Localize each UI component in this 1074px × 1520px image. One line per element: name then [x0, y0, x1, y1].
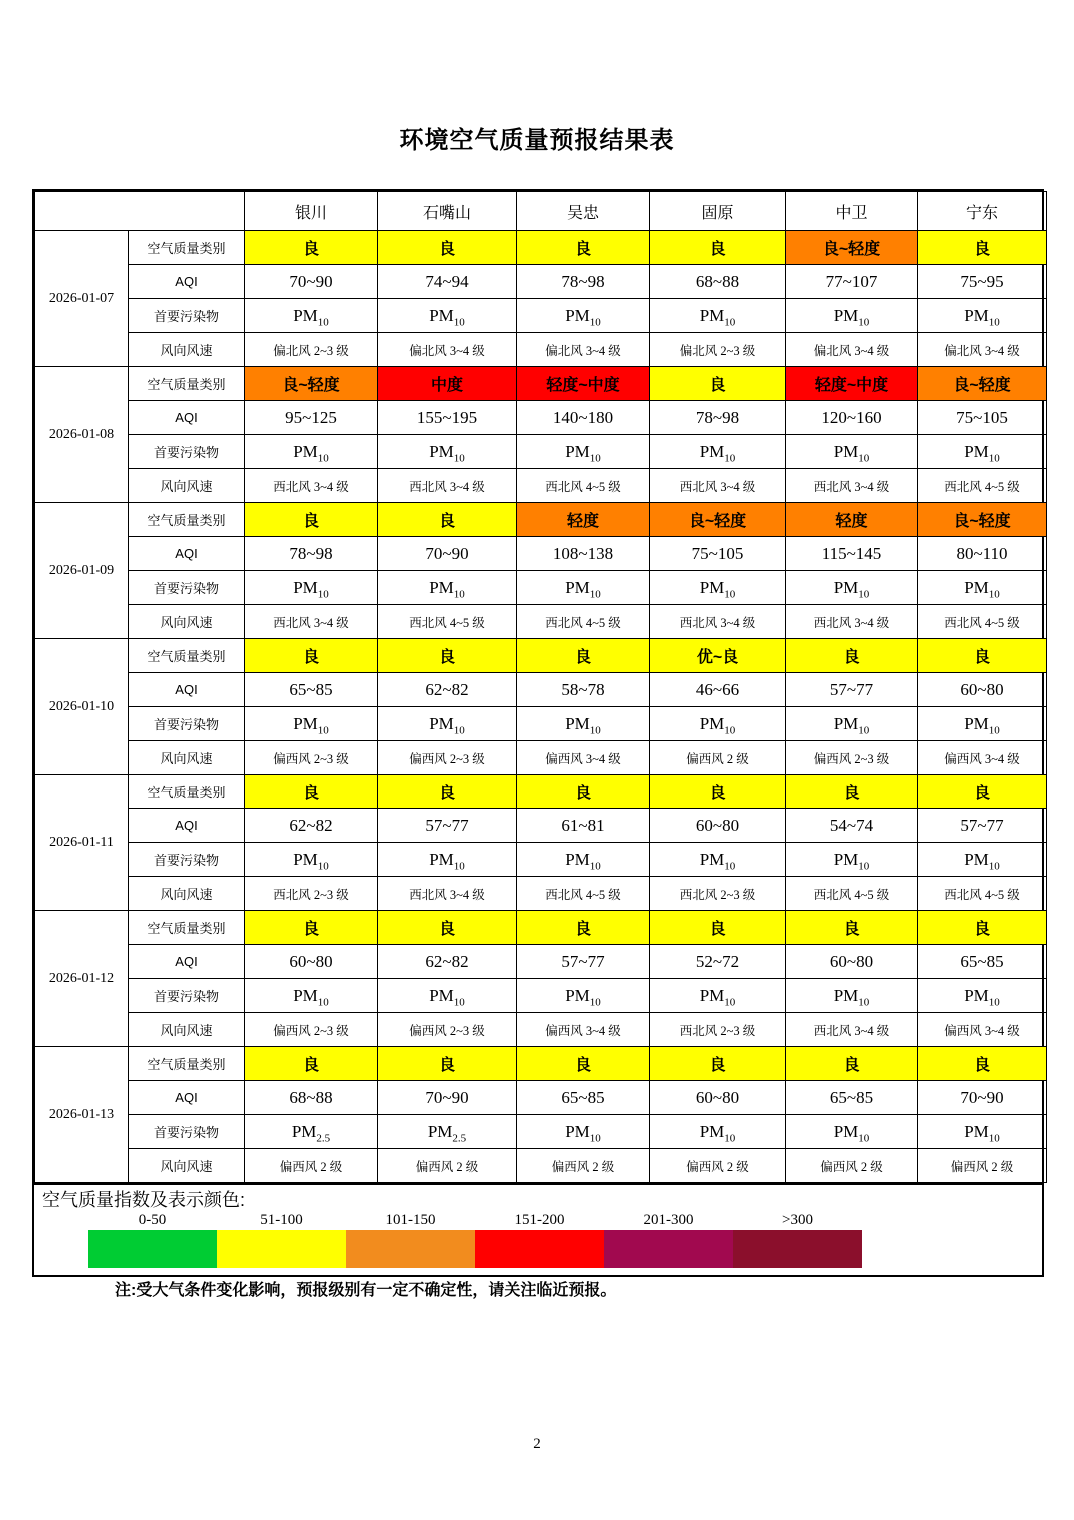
primary-pollutant-cell: $PM_{10}$: [918, 979, 1047, 1013]
table-row: [35, 809, 1047, 843]
aqi-range-cell: 52~72: [650, 945, 786, 979]
wind-cell: 偏北风 3~4 级: [517, 333, 650, 367]
aqi-range-cell: 60~80: [650, 1081, 786, 1115]
air-quality-category-cell: 良: [918, 639, 1047, 673]
air-quality-category-cell: 良: [245, 775, 378, 809]
row-label: 空气质量类别: [129, 775, 245, 809]
wind-cell: 偏西风 2~3 级: [786, 741, 918, 775]
table-row: [35, 945, 1047, 979]
wind-cell: 西北风 3~4 级: [245, 469, 378, 503]
primary-pollutant-cell: $PM_{10}$: [918, 707, 1047, 741]
legend-range-51-100: [217, 1211, 346, 1268]
air-quality-category-cell: 良~轻度: [245, 367, 378, 401]
primary-pollutant-cell: $PM_{10}$: [517, 435, 650, 469]
row-label: AQI: [129, 673, 245, 707]
aqi-range-cell: 155~195: [378, 401, 517, 435]
legend-color-swatch-green: [88, 1230, 217, 1268]
legend-range-label: 151-200: [514, 1212, 565, 1228]
legend-range-label: 0-50: [138, 1212, 167, 1228]
aqi-range-cell: 60~80: [918, 673, 1047, 707]
air-quality-category-cell: 良~轻度: [650, 503, 786, 537]
city-header-yinchuan: 银川: [245, 192, 378, 231]
primary-pollutant-cell: $PM_{2.5}$: [245, 1115, 378, 1149]
row-label: 空气质量类别: [129, 503, 245, 537]
row-label: 首要污染物: [129, 1115, 245, 1149]
air-quality-category-cell: 良: [650, 1047, 786, 1081]
row-label: 首要污染物: [129, 435, 245, 469]
wind-cell: 西北风 4~5 级: [517, 469, 650, 503]
primary-pollutant-cell: $PM_{10}$: [245, 299, 378, 333]
wind-cell: 西北风 2~3 级: [650, 877, 786, 911]
aqi-range-cell: 80~110: [918, 537, 1047, 571]
aqi-range-cell: 75~105: [918, 401, 1047, 435]
aqi-range-cell: 46~66: [650, 673, 786, 707]
air-quality-category-cell: 良: [245, 639, 378, 673]
legend-range-label: >300: [782, 1212, 813, 1228]
primary-pollutant-cell: $PM_{10}$: [378, 435, 517, 469]
table-row: [35, 435, 1047, 469]
primary-pollutant-cell: $PM_{10}$: [918, 435, 1047, 469]
primary-pollutant-cell: $PM_{10}$: [650, 571, 786, 605]
table-row: [35, 1149, 1047, 1183]
air-quality-category-cell: 良: [378, 503, 517, 537]
wind-cell: 偏西风 3~4 级: [517, 741, 650, 775]
air-quality-category-cell: 良: [245, 503, 378, 537]
row-label: 风向风速: [129, 1149, 245, 1183]
aqi-range-cell: 75~95: [918, 265, 1047, 299]
primary-pollutant-cell: $PM_{10}$: [650, 1115, 786, 1149]
aqi-range-cell: 57~77: [517, 945, 650, 979]
row-label: 风向风速: [129, 1013, 245, 1047]
primary-pollutant-cell: $PM_{10}$: [650, 979, 786, 1013]
aqi-range-cell: 60~80: [245, 945, 378, 979]
air-quality-category-cell: 良: [786, 775, 918, 809]
aqi-color-scale: [88, 1211, 862, 1268]
primary-pollutant-cell: $PM_{2.5}$: [378, 1115, 517, 1149]
wind-cell: 西北风 3~4 级: [650, 469, 786, 503]
table-row: [35, 775, 1047, 809]
air-quality-category-cell: 良~轻度: [786, 231, 918, 265]
primary-pollutant-cell: $PM_{10}$: [786, 435, 918, 469]
air-quality-category-cell: 良: [378, 775, 517, 809]
legend-range-300plus: [733, 1211, 862, 1268]
table-row: [35, 707, 1047, 741]
air-quality-category-cell: 良: [378, 231, 517, 265]
wind-cell: 偏西风 3~4 级: [918, 1013, 1047, 1047]
primary-pollutant-cell: $PM_{10}$: [245, 435, 378, 469]
table-row: [35, 911, 1047, 945]
aqi-range-cell: 60~80: [786, 945, 918, 979]
table-row: [35, 333, 1047, 367]
primary-pollutant-cell: $PM_{10}$: [378, 299, 517, 333]
wind-cell: 偏西风 2 级: [245, 1149, 378, 1183]
legend-color-swatch-yellow: [217, 1230, 346, 1268]
legend-range-label: 201-300: [643, 1212, 694, 1228]
wind-cell: 偏西风 2~3 级: [245, 741, 378, 775]
primary-pollutant-cell: $PM_{10}$: [786, 707, 918, 741]
row-label: AQI: [129, 1081, 245, 1115]
row-label: 风向风速: [129, 877, 245, 911]
air-quality-category-cell: 良: [650, 367, 786, 401]
aqi-range-cell: 58~78: [517, 673, 650, 707]
aqi-range-cell: 74~94: [378, 265, 517, 299]
row-label: 首要污染物: [129, 707, 245, 741]
date-cell: 2026-01-10: [35, 639, 129, 775]
aqi-range-cell: 65~85: [786, 1081, 918, 1115]
air-quality-category-cell: 良: [517, 639, 650, 673]
row-label: 首要污染物: [129, 843, 245, 877]
aqi-range-cell: 115~145: [786, 537, 918, 571]
primary-pollutant-cell: $PM_{10}$: [517, 979, 650, 1013]
wind-cell: 西北风 4~5 级: [918, 469, 1047, 503]
wind-cell: 偏北风 2~3 级: [650, 333, 786, 367]
wind-cell: 偏北风 3~4 级: [378, 333, 517, 367]
primary-pollutant-cell: $PM_{10}$: [650, 707, 786, 741]
primary-pollutant-cell: $PM_{10}$: [517, 571, 650, 605]
table-row: [35, 979, 1047, 1013]
row-label: 空气质量类别: [129, 1047, 245, 1081]
aqi-range-cell: 62~82: [378, 673, 517, 707]
wind-cell: 西北风 4~5 级: [918, 605, 1047, 639]
wind-cell: 西北风 3~4 级: [650, 605, 786, 639]
aqi-range-cell: 60~80: [650, 809, 786, 843]
air-quality-category-cell: 良: [517, 911, 650, 945]
wind-cell: 西北风 3~4 级: [786, 469, 918, 503]
wind-cell: 偏西风 2~3 级: [378, 741, 517, 775]
date-cell: 2026-01-08: [35, 367, 129, 503]
row-label: 空气质量类别: [129, 911, 245, 945]
primary-pollutant-cell: $PM_{10}$: [245, 707, 378, 741]
primary-pollutant-cell: $PM_{10}$: [786, 843, 918, 877]
page-title: 环境空气质量预报结果表: [399, 127, 675, 154]
table-row: [35, 1081, 1047, 1115]
aqi-range-cell: 120~160: [786, 401, 918, 435]
row-label: 风向风速: [129, 741, 245, 775]
air-quality-category-cell: 良: [918, 911, 1047, 945]
forecast-table: [34, 191, 1047, 1183]
row-label: 首要污染物: [129, 299, 245, 333]
aqi-range-cell: 70~90: [378, 537, 517, 571]
row-label: AQI: [129, 945, 245, 979]
primary-pollutant-cell: $PM_{10}$: [245, 571, 378, 605]
forecast-note: 注:受大气条件变化影响，预报级别有一定不确定性，请关注临近预报。: [115, 1282, 617, 1299]
primary-pollutant-cell: $PM_{10}$: [245, 979, 378, 1013]
wind-cell: 偏北风 2~3 级: [245, 333, 378, 367]
air-quality-category-cell: 良: [245, 1047, 378, 1081]
city-header-guyuan: 固原: [650, 192, 786, 231]
air-quality-category-cell: 良: [245, 911, 378, 945]
aqi-range-cell: 77~107: [786, 265, 918, 299]
primary-pollutant-cell: $PM_{10}$: [786, 571, 918, 605]
city-header-zhongwei: 中卫: [786, 192, 918, 231]
table-row: [35, 877, 1047, 911]
aqi-range-cell: 68~88: [245, 1081, 378, 1115]
aqi-legend: [34, 1183, 1042, 1275]
table-row: [35, 503, 1047, 537]
table-row: [35, 231, 1047, 265]
aqi-range-cell: 62~82: [378, 945, 517, 979]
row-label: 空气质量类别: [129, 367, 245, 401]
date-cell: 2026-01-13: [35, 1047, 129, 1183]
air-quality-category-cell: 良: [786, 911, 918, 945]
wind-cell: 西北风 2~3 级: [650, 1013, 786, 1047]
primary-pollutant-cell: $PM_{10}$: [918, 843, 1047, 877]
primary-pollutant-cell: $PM_{10}$: [650, 435, 786, 469]
aqi-range-cell: 57~77: [378, 809, 517, 843]
primary-pollutant-cell: $PM_{10}$: [918, 299, 1047, 333]
wind-cell: 西北风 3~4 级: [378, 469, 517, 503]
city-header-row: [35, 192, 1047, 231]
air-quality-category-cell: 良: [517, 231, 650, 265]
air-quality-category-cell: 良: [786, 1047, 918, 1081]
primary-pollutant-cell: $PM_{10}$: [517, 843, 650, 877]
air-quality-category-cell: 良: [918, 1047, 1047, 1081]
wind-cell: 西北风 3~4 级: [786, 605, 918, 639]
legend-color-swatch-purple: [604, 1230, 733, 1268]
primary-pollutant-cell: $PM_{10}$: [786, 299, 918, 333]
wind-cell: 西北风 4~5 级: [378, 605, 517, 639]
page-number: 2: [533, 1436, 541, 1452]
wind-cell: 西北风 3~4 级: [245, 605, 378, 639]
aqi-range-cell: 78~98: [650, 401, 786, 435]
table-row: [35, 469, 1047, 503]
table-row: [35, 537, 1047, 571]
primary-pollutant-cell: $PM_{10}$: [650, 299, 786, 333]
table-row: [35, 673, 1047, 707]
legend-range-201-300: [604, 1211, 733, 1268]
primary-pollutant-cell: $PM_{10}$: [918, 571, 1047, 605]
legend-range-101-150: [346, 1211, 475, 1268]
aqi-range-cell: 57~77: [918, 809, 1047, 843]
primary-pollutant-cell: $PM_{10}$: [918, 1115, 1047, 1149]
aqi-range-cell: 65~85: [517, 1081, 650, 1115]
wind-cell: 西北风 2~3 级: [245, 877, 378, 911]
wind-cell: 西北风 4~5 级: [517, 877, 650, 911]
aqi-range-cell: 75~105: [650, 537, 786, 571]
primary-pollutant-cell: $PM_{10}$: [517, 299, 650, 333]
aqi-range-cell: 70~90: [378, 1081, 517, 1115]
air-quality-category-cell: 良: [918, 231, 1047, 265]
legend-range-label: 101-150: [385, 1212, 436, 1228]
air-quality-category-cell: 轻度: [786, 503, 918, 537]
air-quality-category-cell: 良: [650, 775, 786, 809]
air-quality-category-cell: 良~轻度: [918, 367, 1047, 401]
air-quality-category-cell: 良: [378, 911, 517, 945]
table-row: [35, 741, 1047, 775]
forecast-table-body: [35, 231, 1047, 1183]
wind-cell: 西北风 4~5 级: [918, 877, 1047, 911]
legend-range-151-200: [475, 1211, 604, 1268]
legend-range-label: 51-100: [260, 1212, 303, 1228]
air-quality-category-cell: 良: [650, 911, 786, 945]
wind-cell: 偏北风 3~4 级: [918, 333, 1047, 367]
wind-cell: 西北风 4~5 级: [786, 877, 918, 911]
air-quality-category-cell: 轻度~中度: [517, 367, 650, 401]
table-row: [35, 605, 1047, 639]
row-label: 空气质量类别: [129, 231, 245, 265]
wind-cell: 偏西风 2 级: [650, 1149, 786, 1183]
table-row: [35, 571, 1047, 605]
row-label: 首要污染物: [129, 979, 245, 1013]
date-cell: 2026-01-07: [35, 231, 129, 367]
wind-cell: 西北风 3~4 级: [786, 1013, 918, 1047]
row-label: 风向风速: [129, 469, 245, 503]
air-quality-category-cell: 中度: [378, 367, 517, 401]
wind-cell: 偏西风 3~4 级: [517, 1013, 650, 1047]
primary-pollutant-cell: $PM_{10}$: [517, 707, 650, 741]
forecast-table-container: [32, 189, 1044, 1277]
table-row: [35, 401, 1047, 435]
table-row: [35, 265, 1047, 299]
aqi-range-cell: 140~180: [517, 401, 650, 435]
wind-cell: 偏西风 2~3 级: [378, 1013, 517, 1047]
row-label: AQI: [129, 537, 245, 571]
wind-cell: 偏西风 2 级: [918, 1149, 1047, 1183]
primary-pollutant-cell: $PM_{10}$: [378, 571, 517, 605]
date-cell: 2026-01-12: [35, 911, 129, 1047]
city-header-ningdong: 宁东: [918, 192, 1047, 231]
table-row: [35, 843, 1047, 877]
table-row: [35, 1115, 1047, 1149]
table-row: [35, 1013, 1047, 1047]
primary-pollutant-cell: $PM_{10}$: [245, 843, 378, 877]
primary-pollutant-cell: $PM_{10}$: [517, 1115, 650, 1149]
aqi-range-cell: 65~85: [918, 945, 1047, 979]
row-label: 首要污染物: [129, 571, 245, 605]
row-label: AQI: [129, 265, 245, 299]
primary-pollutant-cell: $PM_{10}$: [786, 979, 918, 1013]
air-quality-category-cell: 良: [786, 639, 918, 673]
primary-pollutant-cell: $PM_{10}$: [650, 843, 786, 877]
legend-range-0-50: [88, 1211, 217, 1268]
aqi-range-cell: 57~77: [786, 673, 918, 707]
date-cell: 2026-01-09: [35, 503, 129, 639]
aqi-range-cell: 62~82: [245, 809, 378, 843]
wind-cell: 偏西风 2 级: [650, 741, 786, 775]
wind-cell: 偏西风 2 级: [786, 1149, 918, 1183]
aqi-range-cell: 65~85: [245, 673, 378, 707]
air-quality-category-cell: 良: [378, 1047, 517, 1081]
date-cell: 2026-01-11: [35, 775, 129, 911]
aqi-range-cell: 54~74: [786, 809, 918, 843]
wind-cell: 偏西风 2~3 级: [245, 1013, 378, 1047]
aqi-range-cell: 95~125: [245, 401, 378, 435]
row-label: 风向风速: [129, 605, 245, 639]
row-label: 空气质量类别: [129, 639, 245, 673]
air-quality-category-cell: 良: [517, 775, 650, 809]
aqi-range-cell: 108~138: [517, 537, 650, 571]
table-row: [35, 367, 1047, 401]
wind-cell: 西北风 3~4 级: [378, 877, 517, 911]
primary-pollutant-cell: $PM_{10}$: [378, 979, 517, 1013]
wind-cell: 西北风 4~5 级: [517, 605, 650, 639]
air-quality-category-cell: 优~良: [650, 639, 786, 673]
corner-cell: [35, 192, 245, 231]
legend-color-swatch-orange: [346, 1230, 475, 1268]
row-label: AQI: [129, 809, 245, 843]
aqi-range-cell: 70~90: [245, 265, 378, 299]
table-row: [35, 1047, 1047, 1081]
aqi-range-cell: 61~81: [517, 809, 650, 843]
air-quality-category-cell: 良: [517, 1047, 650, 1081]
wind-cell: 偏西风 3~4 级: [918, 741, 1047, 775]
aqi-range-cell: 78~98: [245, 537, 378, 571]
wind-cell: 偏西风 2 级: [378, 1149, 517, 1183]
table-row: [35, 639, 1047, 673]
row-label: AQI: [129, 401, 245, 435]
air-quality-category-cell: 良~轻度: [918, 503, 1047, 537]
city-header-wuzhong: 吴忠: [517, 192, 650, 231]
aqi-range-cell: 70~90: [918, 1081, 1047, 1115]
air-quality-category-cell: 轻度: [517, 503, 650, 537]
air-quality-category-cell: 良: [650, 231, 786, 265]
table-row: [35, 299, 1047, 333]
primary-pollutant-cell: $PM_{10}$: [786, 1115, 918, 1149]
primary-pollutant-cell: $PM_{10}$: [378, 707, 517, 741]
air-quality-category-cell: 轻度~中度: [786, 367, 918, 401]
air-quality-category-cell: 良: [378, 639, 517, 673]
aqi-range-cell: 78~98: [517, 265, 650, 299]
aqi-range-cell: 68~88: [650, 265, 786, 299]
legend-title: 空气质量指数及表示颜色:: [42, 1190, 245, 1210]
legend-color-swatch-maroon: [733, 1230, 862, 1268]
city-header-shizuishan: 石嘴山: [378, 192, 517, 231]
air-quality-category-cell: 良: [918, 775, 1047, 809]
primary-pollutant-cell: $PM_{10}$: [378, 843, 517, 877]
air-quality-category-cell: 良: [245, 231, 378, 265]
wind-cell: 偏北风 3~4 级: [786, 333, 918, 367]
legend-color-swatch-red: [475, 1230, 604, 1268]
wind-cell: 偏西风 2 级: [517, 1149, 650, 1183]
row-label: 风向风速: [129, 333, 245, 367]
